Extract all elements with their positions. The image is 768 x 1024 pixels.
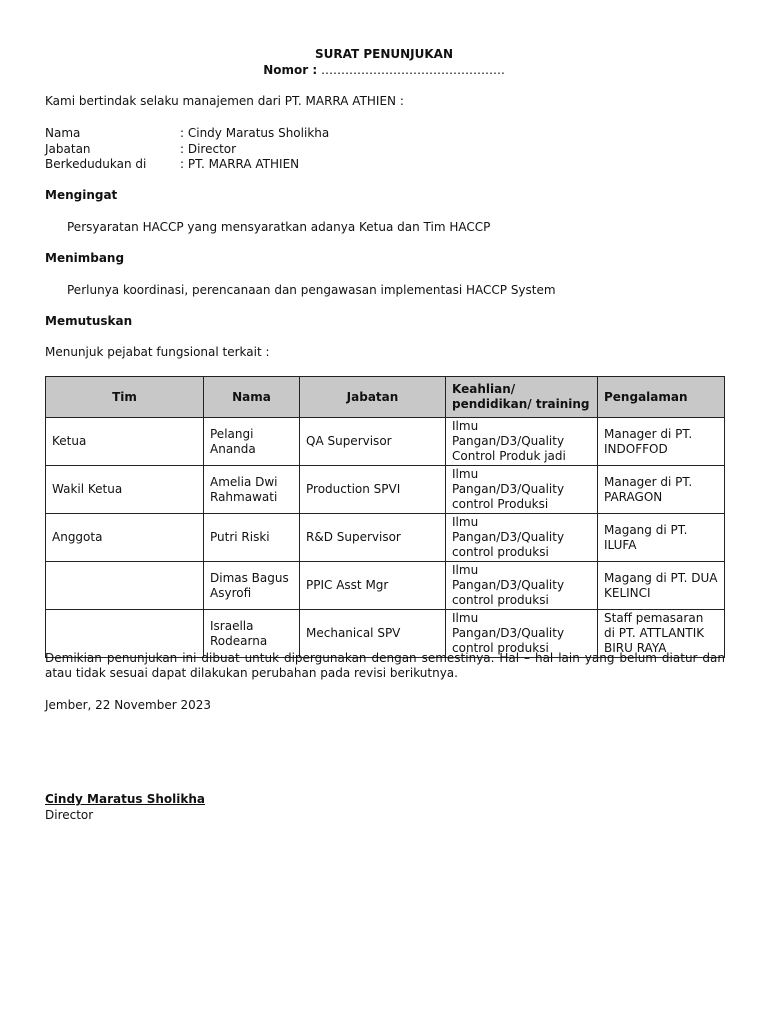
cell-tim: Wakil Ketua	[46, 466, 204, 514]
cell-keahlian: Ilmu Pangan/D3/Quality control produksi	[446, 514, 598, 562]
mengingat-text: Persyaratan HACCP yang mensyaratkan adanya Ketua dan Tim HACCP	[67, 220, 491, 234]
header-tim: Tim	[46, 377, 204, 418]
field-jabatan	[45, 142, 329, 158]
cell-keahlian: Ilmu Pangan/D3/Quality control Produksi	[446, 466, 598, 514]
field-value: : Cindy Maratus Sholikha	[180, 126, 330, 140]
cell-pengalaman: Magang di PT. DUA KELINCI	[598, 562, 725, 610]
table-row	[46, 562, 725, 610]
header-pengalaman: Pengalaman	[598, 377, 725, 418]
cell-jabatan: R&D Supervisor	[300, 514, 446, 562]
cell-jabatan: Production SPVI	[300, 466, 446, 514]
cell-keahlian: Ilmu Pangan/D3/Quality Control Produk jadi	[446, 418, 598, 466]
cell-jabatan: PPIC Asst Mgr	[300, 562, 446, 610]
cell-pengalaman: Manager di PT. INDOFFOD	[598, 418, 725, 466]
header-nama: Nama	[204, 377, 300, 418]
field-value: : PT. MARRA ATHIEN	[180, 157, 300, 171]
table-header-row	[46, 377, 725, 418]
letter-title: SURAT PENUNJUKAN	[314, 47, 453, 61]
cell-jabatan: QA Supervisor	[300, 418, 446, 466]
cell-nama: Pelangi Ananda	[204, 418, 300, 466]
nomor-label: Nomor :	[263, 63, 318, 77]
cell-pengalaman: Manager di PT. PARAGON	[598, 466, 725, 514]
cell-nama: Israella Rodearna	[204, 610, 300, 658]
intro-text: Kami bertindak selaku manajemen dari PT. MARRA ATHIEN :	[45, 94, 404, 108]
header-keahlian: Keahlian/ pendidikan/ training	[446, 377, 598, 418]
cell-nama: Putri Riski	[204, 514, 300, 562]
signer-name: Cindy Maratus Sholikha	[45, 792, 205, 806]
letter-number	[45, 63, 723, 78]
memutuskan-text: Menunjuk pejabat fungsional terkait :	[45, 345, 270, 359]
letter-date: Jember, 22 November 2023	[45, 698, 212, 712]
table-row	[46, 514, 725, 562]
cell-tim: Ketua	[46, 418, 204, 466]
cell-nama: Dimas Bagus Asyrofi	[204, 562, 300, 610]
field-kedudukan	[45, 157, 329, 173]
signer-role: Director	[45, 808, 94, 822]
header-jabatan: Jabatan	[300, 377, 446, 418]
field-label: Berkedudukan di	[45, 157, 147, 171]
nomor-value: ……………………………………….	[320, 63, 505, 77]
field-value: : Director	[180, 141, 237, 156]
cell-tim: Anggota	[46, 514, 204, 562]
cell-jabatan: Mechanical SPV	[300, 610, 446, 658]
field-nama	[45, 126, 329, 142]
field-label: Jabatan	[45, 141, 91, 156]
cell-pengalaman: Magang di PT. ILUFA	[598, 514, 725, 562]
cell-pengalaman: Staff pemasaran di PT. ATTLANTIK BIRU RAYA	[598, 610, 725, 658]
closing-paragraph: Demikian penunjukan ini dibuat untuk dipergunakan dengan semestinya. Hal – hal lain yang belum diatur dan atau tidak sesuai dapat dilakukan perubahan pada revisi berikutnya.	[45, 651, 725, 680]
cell-keahlian: Ilmu Pangan/D3/Quality control produksi	[446, 610, 598, 658]
menimbang-text: Perlunya koordinasi, perencanaan dan pengawasan implementasi HACCP System	[67, 283, 556, 297]
team-table	[45, 376, 725, 658]
field-label: Nama	[45, 126, 81, 140]
identity-fields	[45, 126, 329, 173]
memutuskan-heading: Memutuskan	[45, 314, 133, 328]
cell-tim	[46, 562, 204, 610]
menimbang-heading: Menimbang	[45, 251, 125, 265]
cell-nama: Amelia Dwi Rahmawati	[204, 466, 300, 514]
cell-keahlian: Ilmu Pangan/D3/Quality control produksi	[446, 562, 598, 610]
mengingat-heading: Mengingat	[45, 188, 118, 202]
table-row	[46, 466, 725, 514]
table-row	[46, 418, 725, 466]
